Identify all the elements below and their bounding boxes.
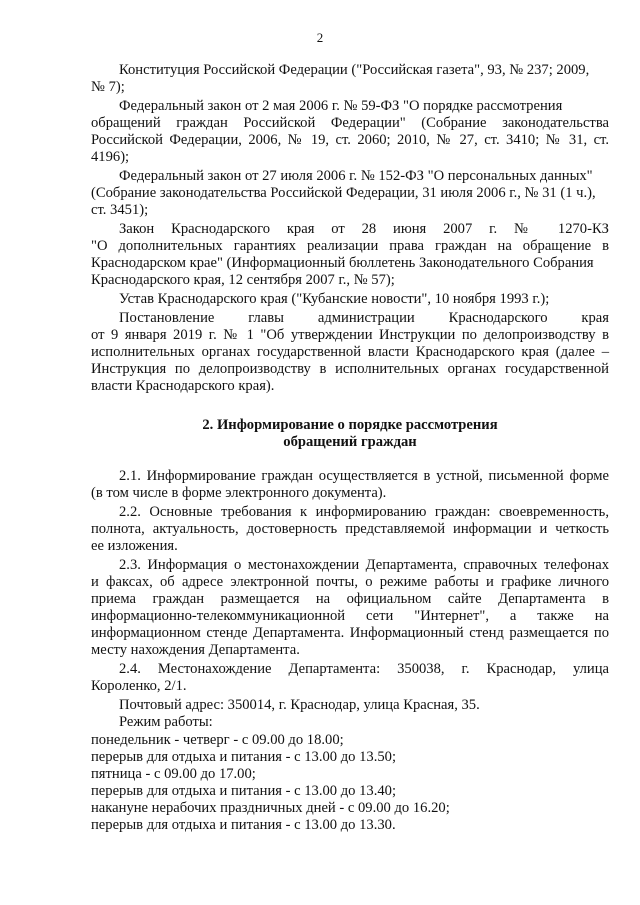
schedule-line: перерыв для отдыха и питания - с 13.00 до 13.40; (91, 783, 396, 799)
schedule-line: пятница - с 09.00 до 17.00; (91, 766, 256, 782)
text-line: Устав Краснодарского края ("Кубанские новости", 10 ноября 1993 г.); (119, 291, 550, 307)
schedule-line: перерыв для отдыха и питания - с 13.00 до 13.50; (91, 749, 396, 765)
text-line: Постановление главы администрации Краснодарского края (119, 310, 609, 326)
text-line: 2.4. Местонахождение Департамента: 350038, г. Краснодар, улица (119, 661, 609, 677)
text-line: 2.2. Основные требования к информированию граждан: своевременность, (119, 504, 609, 520)
text-line: Инструкция по делопроизводству в исполнительных органах государственной (91, 361, 609, 377)
text-line: от 9 января 2019 г. № 1 "Об утверждении Инструкции по делопроизводству в (91, 327, 609, 343)
text-line: и факсах, об адресе электронной почты, о режиме работы и графике личного (91, 574, 609, 590)
text-line: 2.3. Информация о местонахождении Департамента, справочных телефонах (119, 557, 609, 573)
text-line: ее изложения. (91, 538, 178, 554)
text-line: Краснодарском крае" (Информационный бюллетень Законодательного Собрания (91, 255, 594, 271)
text-line: власти Краснодарского края). (91, 378, 275, 394)
text-line: Конституция Российской Федерации ("Российская газета", 93, № 237; 2009, (119, 62, 590, 78)
section-title: обращений граждан (283, 434, 417, 450)
text-line: Федеральный закон от 2 мая 2006 г. № 59-ФЗ "О порядке рассмотрения (119, 98, 563, 114)
schedule-line: накануне нерабочих праздничных дней - с 09.00 до 16.20; (91, 800, 450, 816)
page-number: 2 (316, 30, 324, 45)
text-line: № 7); (91, 79, 125, 95)
schedule-line: понедельник - четверг - с 09.00 до 18.00; (91, 732, 344, 748)
text-line: месту нахождения Департамента. (91, 642, 300, 658)
text-line: обращений граждан Российской Федерации" (Собрание законодательства (91, 115, 609, 131)
text-line: (Собрание законодательства Российской Федерации, 31 июля 2006 г., № 31 (1 ч.), (91, 185, 596, 201)
text-line: (в том числе в форме электронного документа). (91, 485, 387, 501)
text-line: Режим работы: (119, 714, 213, 730)
text-line: Короленко, 2/1. (91, 678, 187, 694)
text-line: Почтовый адрес: 350014, г. Краснодар, улица Красная, 35. (119, 697, 480, 713)
text-line: 4196); (91, 149, 130, 165)
text-line: исполнительных органах государственной власти Краснодарского края (далее – (91, 344, 609, 360)
schedule-line: перерыв для отдыха и питания - с 13.00 до 13.30. (91, 817, 396, 833)
text-line: Российской Федерации, 2006, № 19, ст. 2060; 2010, № 27, ст. 3410; № 31, ст. (91, 132, 609, 148)
text-line: 2.1. Информирование граждан осуществляется в устной, письменной форме (119, 468, 609, 484)
text-line: информационно-телекоммуникационной сети "Интернет", а также на (91, 608, 609, 624)
text-line: "О дополнительных гарантиях реализации права граждан на обращение в (91, 238, 609, 254)
text-line: Краснодарского края, 12 сентября 2007 г., № 57); (91, 272, 395, 288)
text-line: Закон Краснодарского края от 28 июня 2007 г. № 1270-КЗ (119, 221, 609, 237)
text-line: информационном стенде Департамента. Информационный стенд размещается по (91, 625, 609, 641)
text-line: ст. 3451); (91, 202, 149, 218)
section-title: 2. Информирование о порядке рассмотрения (202, 417, 498, 433)
text-line: полнота, актуальность, достоверность представляемой информации и четкость (91, 521, 609, 537)
text-line: приема граждан размещается на официальном сайте Департамента в (91, 591, 609, 607)
text-line: Федеральный закон от 27 июля 2006 г. № 152-ФЗ "О персональных данных" (119, 168, 593, 184)
